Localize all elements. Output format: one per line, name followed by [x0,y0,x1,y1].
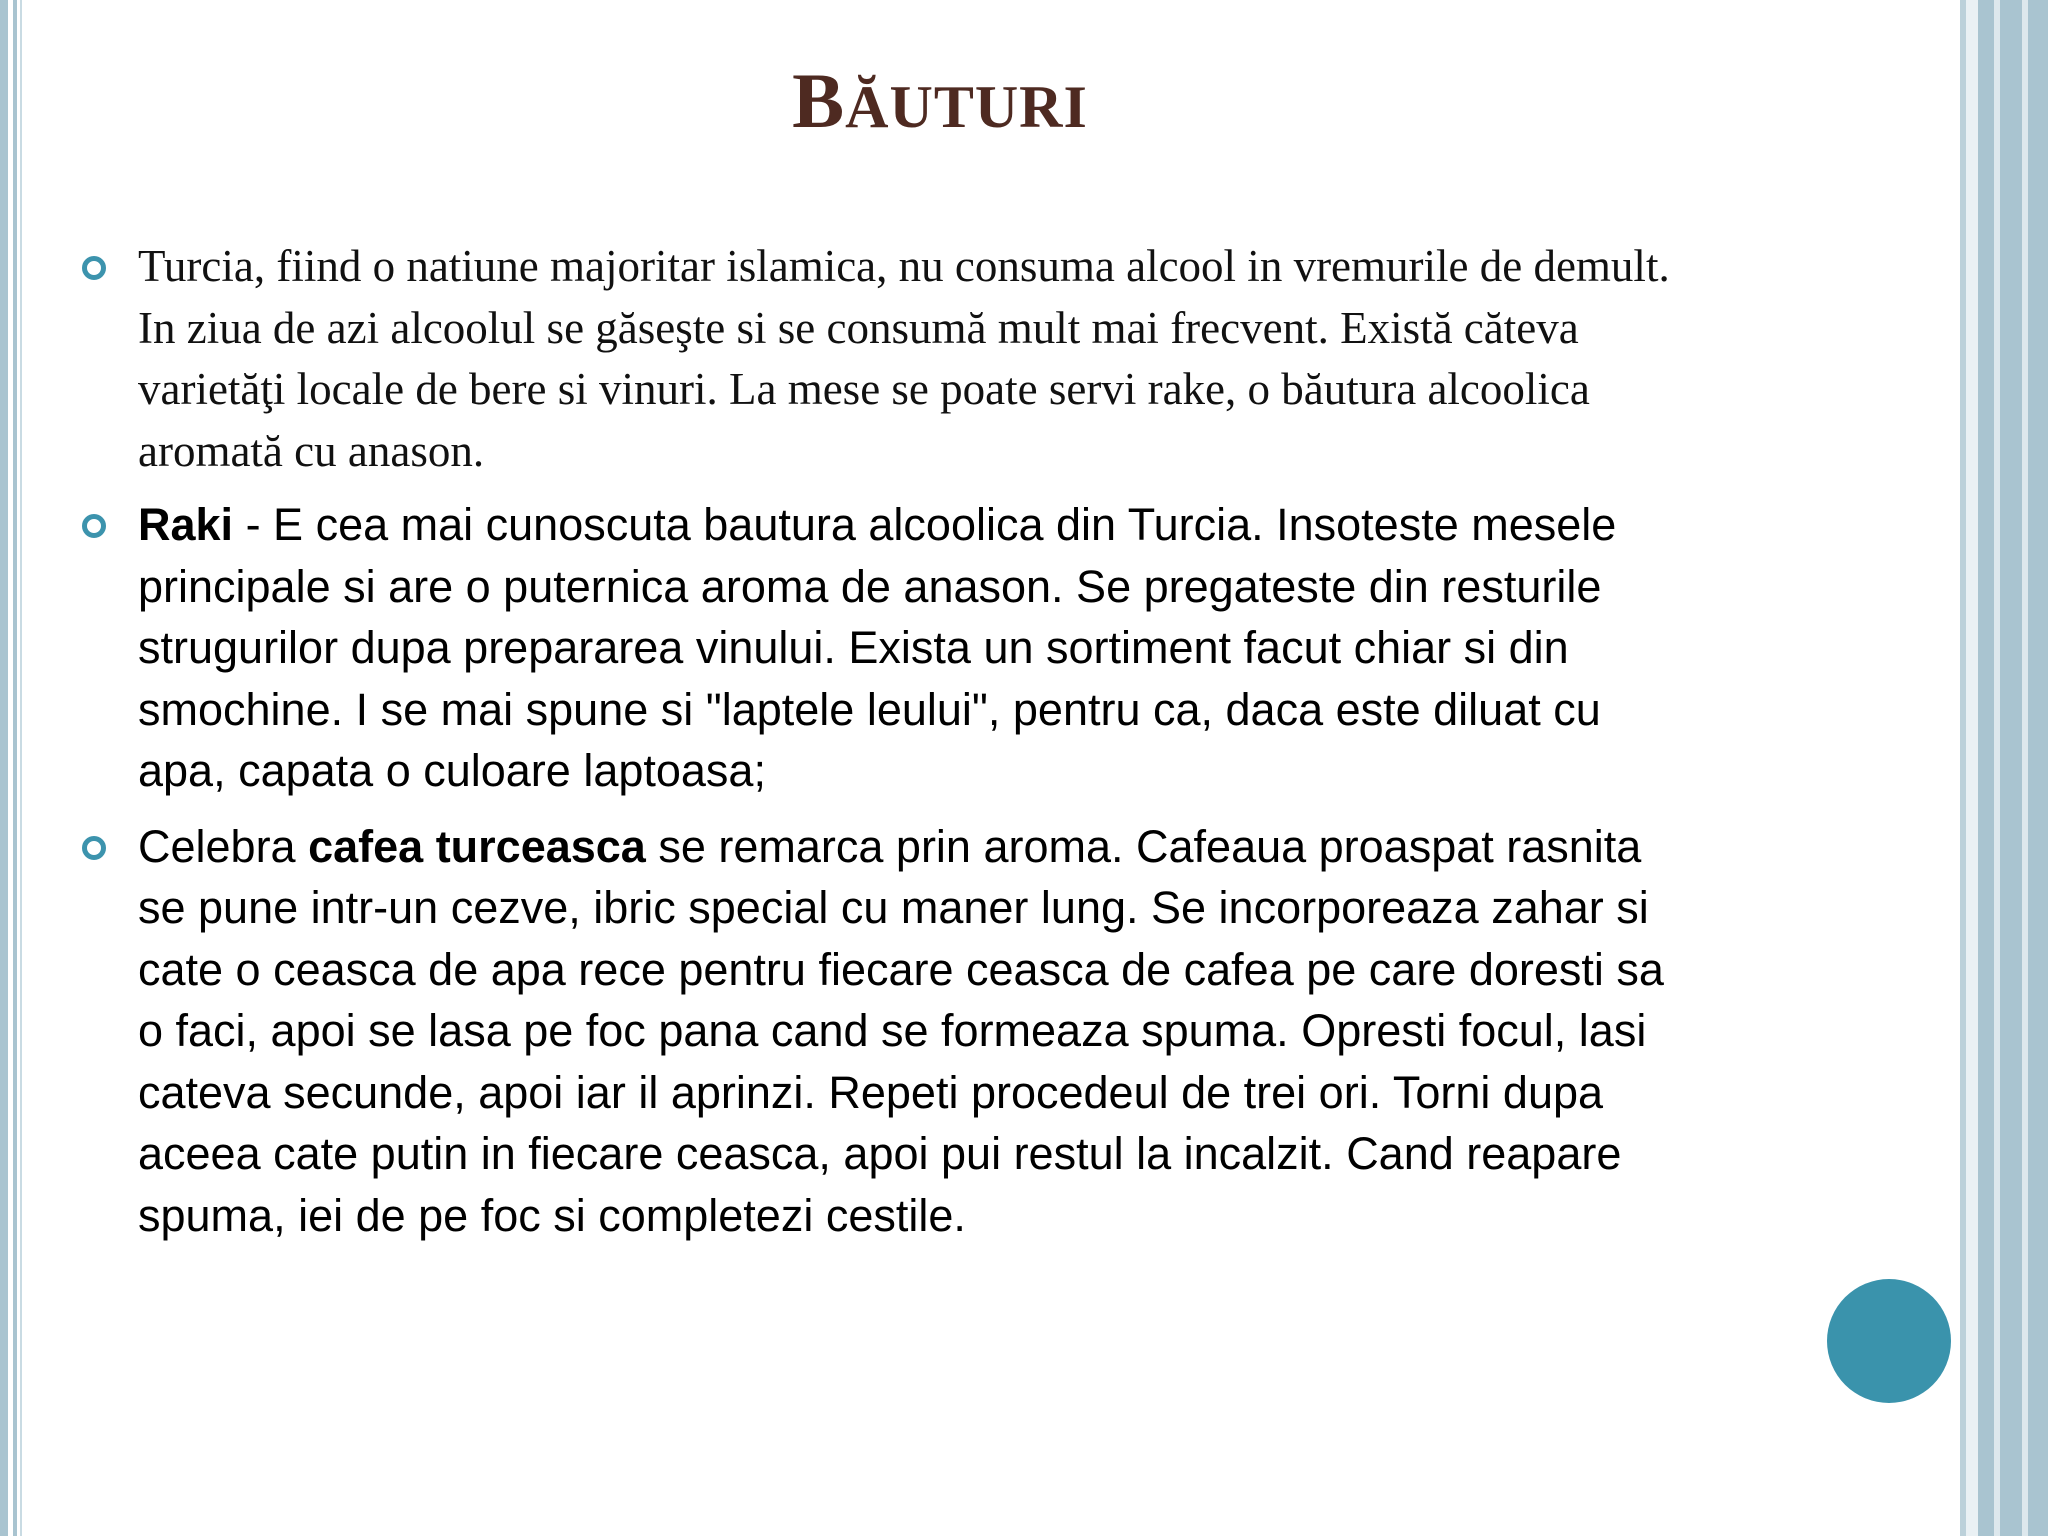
text-line: cate o ceasca de apa rece pentru fiecare ceasca de cafea pe care doresti sa [138,943,1664,995]
text-line: cateva secunde, apoi iar il aprinzi. Repeti procedeul de trei ori. Torni dupa [138,1066,1604,1118]
bullet-item-coffee [78,816,1898,1247]
text-line: strugurilor dupa prepararea vinului. Exista un sortiment facut chiar si din [138,622,1569,673]
text-line: spuma, iei de pe foc si completezi cestile. [138,1189,966,1241]
left-border-stripe [13,0,17,1536]
ring-bullet-icon [82,256,106,280]
right-border-stripe [1966,0,1978,1536]
text-line: aceea cate putin in fiecare ceasca, apoi pui restul la incalzit. Cand reapare [138,1128,1622,1179]
right-border-stripe [2000,0,2022,1536]
text-line [138,816,1898,878]
left-border-stripe [0,0,8,1536]
bold-term-coffee: cafea turceasca [308,820,646,872]
ring-bullet-icon [82,836,106,860]
text-line: se pune intr-un cezve, ibric special cu maner lung. Se incorporeaza zahar si [138,882,1649,933]
text-run: - E cea mai cunoscuta bautura alcoolica din Turcia. Insoteste mesele [233,499,1617,550]
bullet-text [138,816,1898,1247]
ring-bullet-icon [82,514,106,538]
text-run: se remarca prin aroma. Cafeaua proaspat rasnita [645,820,1642,872]
bullet-text [138,494,1898,802]
text-run: Celebra [138,820,309,872]
slide-body [78,236,1898,1246]
slide-title-rest: ĂUTURI [845,74,1088,140]
text-line: smochine. I se mai spune si "laptele leului", pentru ca, daca este diluat cu [138,683,1601,735]
text-line [138,494,1898,556]
bold-term-raki: Raki [138,499,234,550]
text-line: apa, capata o culoare laptoasa; [138,745,766,796]
bullet-item-intro [78,236,1898,482]
text-line: Turcia, fiind o natiune majoritar islamica, nu consuma alcool in vremurile de demult. [138,241,1670,291]
text-line: principale si are o puternica aroma de anason. Se pregateste din resturile [138,560,1602,612]
right-border-stripe [2028,0,2048,1536]
text-line: aromată cu anason. [138,425,485,476]
text-line: varietăţi locale de bere si vinuri. La mese se poate servi rake, o băutura alcoolica [138,364,1590,414]
teal-circle-decoration [1827,1279,1951,1403]
text-line: In ziua de azi alcoolul se găseşte si se consumă mult mai frecvent. Există căteva [138,302,1579,353]
bullet-text [138,236,1898,482]
right-border-stripe [1978,0,1994,1536]
left-border-stripe [20,0,22,1536]
slide-title-initial: B [792,57,846,144]
text-line: o faci, apoi se lasa pe foc pana cand se formeaza spuma. Opresti focul, lasi [138,1005,1647,1056]
slide-title [0,57,1880,144]
bullet-item-raki [78,494,1898,802]
